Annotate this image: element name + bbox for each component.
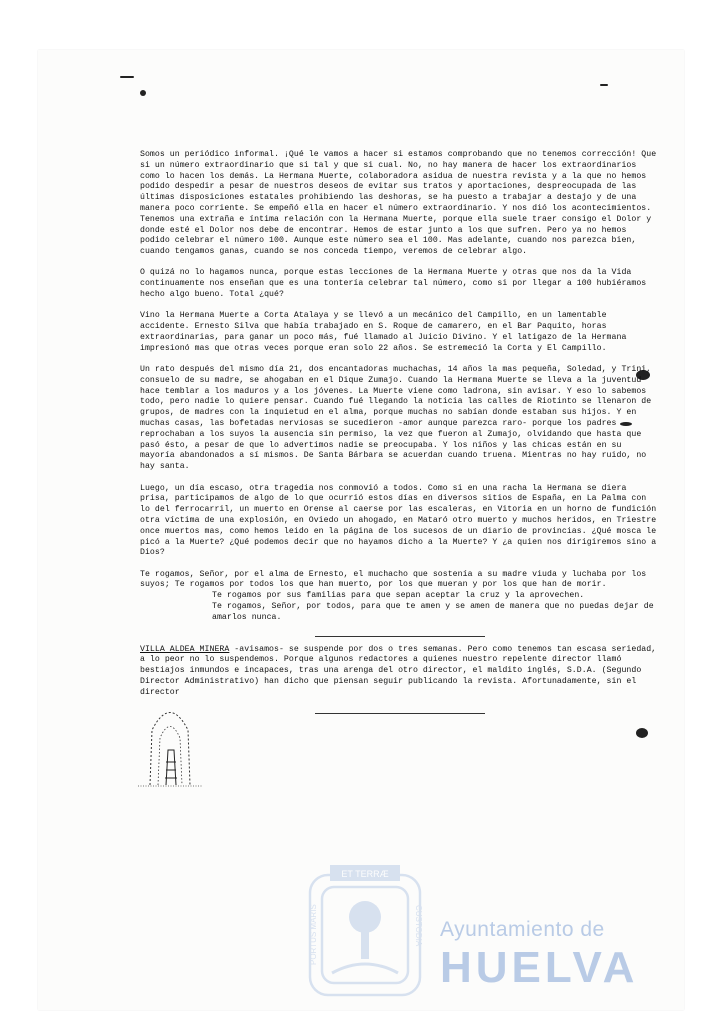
prayer-line: Te rogamos por sus familias para que sepan aceptar la cruz y la aprovechen. bbox=[212, 591, 585, 601]
ink-spot bbox=[120, 76, 134, 78]
prayer-line: Te rogamos, Señor, por el alma de Ernesto, el muchacho que sostenía a su madre viuda y luchaba por los suyos; Te rogamos por todos los que han muerto, por los que mueran y por los que han de morir. bbox=[140, 569, 647, 590]
paragraph: O quizá no lo hagamos nunca, porque estas lecciones de la Hermana Muerte y otras que nos da la Vida continuamente nos enseñan que es una tontería celebrar tal número, como si por llegar a 100 hubiéramos hecho algo bueno. Total ¿qué? bbox=[140, 268, 647, 300]
ink-spot bbox=[636, 728, 648, 738]
paragraph: Luego, un día escaso, otra tragedia nos conmovió a todos. Como si en una racha la Hermana se diera prisa, participamos de algo de lo que ocurrió estos días en diversos sitios de España, en La Palma con lo del ferrocarril, un muerto en Orense al caerse por las escaleras, en Vitoria en un horno de fundición otra víctima de una explosión, en Oviedo un ahogado, en Mataró otro muerto y muchos heridos, en Triestre once muertos mas, como hemos leido en la página de los sucesos de un diario de provincias. ¿Qué mosca le picó a la Muerte? ¿Qué podemos decir que no hayamos dicho a la Muerte? Y ¿a quien nos dirigiremos sino a Dios? bbox=[140, 483, 657, 558]
ink-spot bbox=[600, 84, 608, 86]
seal-right-text: CUSTODIA bbox=[414, 905, 423, 947]
divider bbox=[315, 713, 485, 714]
seal-motto: ET TERRÆ bbox=[341, 869, 389, 879]
ink-spot bbox=[140, 90, 146, 96]
document-body bbox=[140, 150, 660, 722]
watermark-text bbox=[440, 918, 638, 990]
prayer-line: Te rogamos, Señor, por todos, para que te amen y se amen de manera que no puedas dejar de amarlos nunca. bbox=[212, 601, 654, 622]
closing-text: -avisamos- se suspende por dos o tres semanas. Pero como tenemos tan escasa seriedad, a lo peor no lo suspendemos. Porque algunos redactores a quienes nuestro repelente director llamó bestiajos inmundos e incapaces, tras una arenga del otro director, el maldito inglés, S.D.A. (Segundo Director Administrativo) han dicho que piensan seguir publicando la revista. Afortunadamente, sin el director bbox=[140, 644, 657, 697]
seal-left-text: PORTUS MARIS bbox=[309, 904, 318, 965]
paragraph: Somos un periódico informal. ¡Qué le vamos a hacer si estamos comprobando que no tenemos corrección! Que si un número extraordinario que si tal y que si cual. No, no hay manera de hacer los extraordinarios como lo hacen los demás. La Hermana Muerte, colaboradora asidua de nuestra revista y a la que no hemos podido despedir a pesar de nuestros deseos de evitar sus tratos y aportaciones, despreocupada de las últimas disposiciones estatales prohibiendo las deshoras, se ha puesto a trabajar a destajo y de una manera poco corriente. Se empeñó ella en hacer el número extraordinario. Y nos dió los acontecimientos. Tenemos una extraña e íntima relación con la Hermana Muerte, porque ella suele traer consigo el Dolor y donde esté el Dolor nos debe de encontrar. Hemos de estar junto a los que sufren. Pero ya no hemos podido celebrar el número 100. Aunque este número sea el 100. Mas adelante, cuando nos parezca bien, cuando tengamos ganas, cuando se nos conceda tiempo, veremos de celebrar algo. bbox=[140, 150, 657, 257]
watermark-org-line2: HUELVA bbox=[440, 943, 639, 992]
divider bbox=[315, 636, 485, 637]
paragraph: Vino la Hermana Muerte a Corta Atalaya y se llevó a un mecánico del Campillo, en un lamentable accidente. Ernesto Silva que había trabajado en S. Roque de camarero, en el Bar Paquito, horas extraordinarias, para ganar un poco más, fué llamado al Juicio Divino. Y el latigazo de la Hermana impresionó mas que otras veces porque eran solo 22 años. Se estremeció la Corta y El Campillo. bbox=[140, 311, 627, 353]
closing-paragraph bbox=[140, 645, 660, 699]
prayer-block bbox=[140, 570, 660, 624]
closing-title: VILLA ALDEA MINERA bbox=[140, 644, 230, 654]
paragraph: Un rato después del mismo día 21, dos encantadoras muchachas, 14 años la mas pequeña, Soledad, y Trini, consuelo de su madre, se ahogaban en el Dique Zumajo. Cuando la Hermana Muerte se lleva a la juventud hace temblar a los maduros y a los jóvenes. La Muerte viene como ladrona, sin avisar. Y eso lo sabemos todo, pero nadie lo quiere pensar. Cuando fué llegando la noticia las calles de Riotinto se llenaron de grupos, de madres con la inquietud en el alma, porque muchas no sabían donde estaban sus hijos. Y en muchas casas, las bofetadas nerviosas se sucedieron -amor aunque parezca raro- porque los padres reprochaban a los suyos la ausencia sin permiso, la vez que fueron al Zumajo, olvidando que hasta que pasó ésto, a pesar de que lo advertimos nadie se preocupaba. Y los niños y las chicas están en su mayoría abandonados a sí mismos. De Santa Bárbara se acuerdan cuando truena. Mientras no hay ruido, no hay santa. bbox=[140, 365, 652, 472]
watermark-org-line1: Ayuntamiento de bbox=[440, 918, 605, 941]
